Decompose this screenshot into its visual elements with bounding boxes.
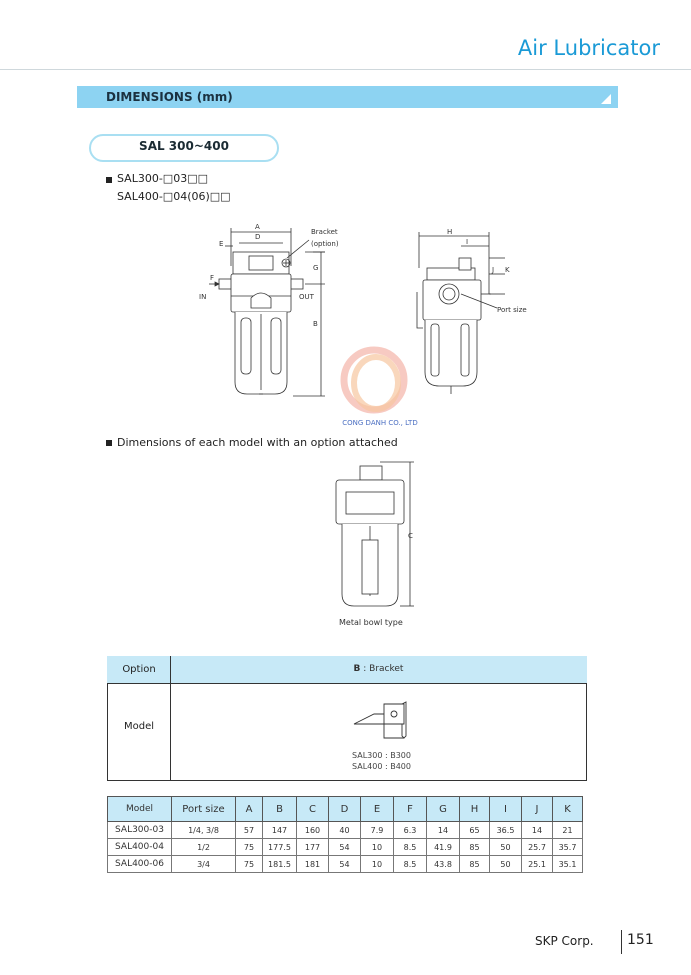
- header-cell: I: [490, 797, 522, 822]
- dim-label-F: F: [210, 274, 215, 282]
- table-cell: 8.5: [394, 856, 427, 873]
- in-port-label: IN: [199, 293, 207, 301]
- table-cell: 85: [460, 856, 490, 873]
- table-cell: 14: [427, 822, 460, 839]
- table-cell: 43.8: [427, 856, 460, 873]
- bracket-text: : Bracket: [360, 664, 404, 674]
- option-section-heading: Dimensions of each model with an option attached: [117, 436, 398, 449]
- table-cell: 1/4, 3/8: [172, 822, 236, 839]
- dim-label-E: E: [219, 240, 224, 248]
- bracket-code: B: [353, 664, 361, 674]
- table-row: [108, 822, 583, 839]
- table-cell: SAL400-04: [108, 839, 172, 856]
- table-cell: 7.9: [361, 822, 394, 839]
- table-cell: 54: [329, 839, 361, 856]
- table-cell: 41.9: [427, 839, 460, 856]
- table-cell: SAL400-06: [108, 856, 172, 873]
- header-cell: J: [522, 797, 553, 822]
- header-cell: Model: [108, 797, 172, 822]
- bracket-model-300: SAL300 : B300: [352, 751, 411, 760]
- watermark-text: CONG DANH CO., LTD: [342, 419, 418, 427]
- table-cell: 40: [329, 822, 361, 839]
- bracket-option-note: (option): [311, 240, 339, 248]
- table-cell: 36.5: [490, 822, 522, 839]
- table-cell: 147: [263, 822, 297, 839]
- table-cell: 85: [460, 839, 490, 856]
- page-number: 151: [627, 932, 654, 948]
- company-logo-watermark: [336, 343, 414, 417]
- option-table-divider: [170, 656, 171, 781]
- header-cell: H: [460, 797, 490, 822]
- metal-bowl-caption: Metal bowl type: [339, 618, 403, 627]
- corner-arrow-icon: [601, 94, 611, 104]
- bracket-model-400: SAL400 : B400: [352, 762, 411, 771]
- footer-divider: [621, 930, 622, 954]
- table-cell: 25.1: [522, 856, 553, 873]
- table-cell: 75: [236, 839, 263, 856]
- bracket-note: Bracket: [311, 228, 338, 236]
- model-series-label: SAL 300~400: [139, 139, 229, 153]
- metal-bowl-drawing: [330, 456, 430, 614]
- dim-label-H: H: [447, 228, 453, 236]
- table-cell: 35.7: [553, 839, 583, 856]
- section-title: DIMENSIONS (mm): [106, 90, 233, 104]
- table-cell: 10: [361, 839, 394, 856]
- table-cell: 177.5: [263, 839, 297, 856]
- table-cell: 1/2: [172, 839, 236, 856]
- dim-label-A: A: [255, 223, 260, 231]
- table-cell: 177: [297, 839, 329, 856]
- table-cell: 10: [361, 856, 394, 873]
- dim-label-J: J: [492, 266, 495, 274]
- dim-label-B: B: [313, 320, 318, 328]
- table-cell: 21: [553, 822, 583, 839]
- page-title: Air Lubricator: [517, 36, 660, 60]
- table-cell: 6.3: [394, 822, 427, 839]
- header-cell: K: [553, 797, 583, 822]
- port-size-note: Port size: [497, 306, 527, 314]
- header-cell: F: [394, 797, 427, 822]
- table-cell: 8.5: [394, 839, 427, 856]
- table-cell: SAL300-03: [108, 822, 172, 839]
- header-cell: G: [427, 797, 460, 822]
- dimension-table: [107, 796, 583, 873]
- bracket-option-header: [171, 664, 586, 674]
- table-cell: 25.7: [522, 839, 553, 856]
- table-row: [108, 856, 583, 873]
- dim-label-G: G: [313, 264, 319, 272]
- bullet-icon: [106, 440, 112, 446]
- header-cell: C: [297, 797, 329, 822]
- table-cell: 50: [490, 856, 522, 873]
- table-cell: 35.1: [553, 856, 583, 873]
- dim-label-D: D: [255, 233, 261, 241]
- header-cell: B: [263, 797, 297, 822]
- header-cell: E: [361, 797, 394, 822]
- header-cell: Port size: [172, 797, 236, 822]
- variant-line-1: SAL300-□03□□: [117, 172, 208, 185]
- dimension-header-row: [108, 797, 583, 822]
- bracket-drawing: [348, 700, 408, 740]
- table-row: [108, 839, 583, 856]
- side-view-drawing: [405, 228, 535, 408]
- title-divider: [0, 69, 691, 70]
- dim-label-I: I: [466, 238, 469, 246]
- table-cell: 160: [297, 822, 329, 839]
- dim-label-K: K: [505, 266, 510, 274]
- table-cell: 3/4: [172, 856, 236, 873]
- table-cell: 50: [490, 839, 522, 856]
- table-cell: 14: [522, 822, 553, 839]
- header-cell: A: [236, 797, 263, 822]
- variant-line-2: SAL400-□04(06)□□: [117, 190, 231, 203]
- dim-label-C: C: [408, 532, 413, 540]
- table-cell: 54: [329, 856, 361, 873]
- table-cell: 75: [236, 856, 263, 873]
- bullet-icon: [106, 177, 112, 183]
- option-column-header: Option: [122, 664, 156, 675]
- footer-company: SKP Corp.: [535, 934, 594, 948]
- table-cell: 181: [297, 856, 329, 873]
- header-cell: D: [329, 797, 361, 822]
- model-row-label: Model: [123, 721, 155, 732]
- out-port-label: OUT: [299, 293, 314, 301]
- table-cell: 65: [460, 822, 490, 839]
- table-cell: 57: [236, 822, 263, 839]
- front-view-drawing: [195, 222, 355, 412]
- table-cell: 181.5: [263, 856, 297, 873]
